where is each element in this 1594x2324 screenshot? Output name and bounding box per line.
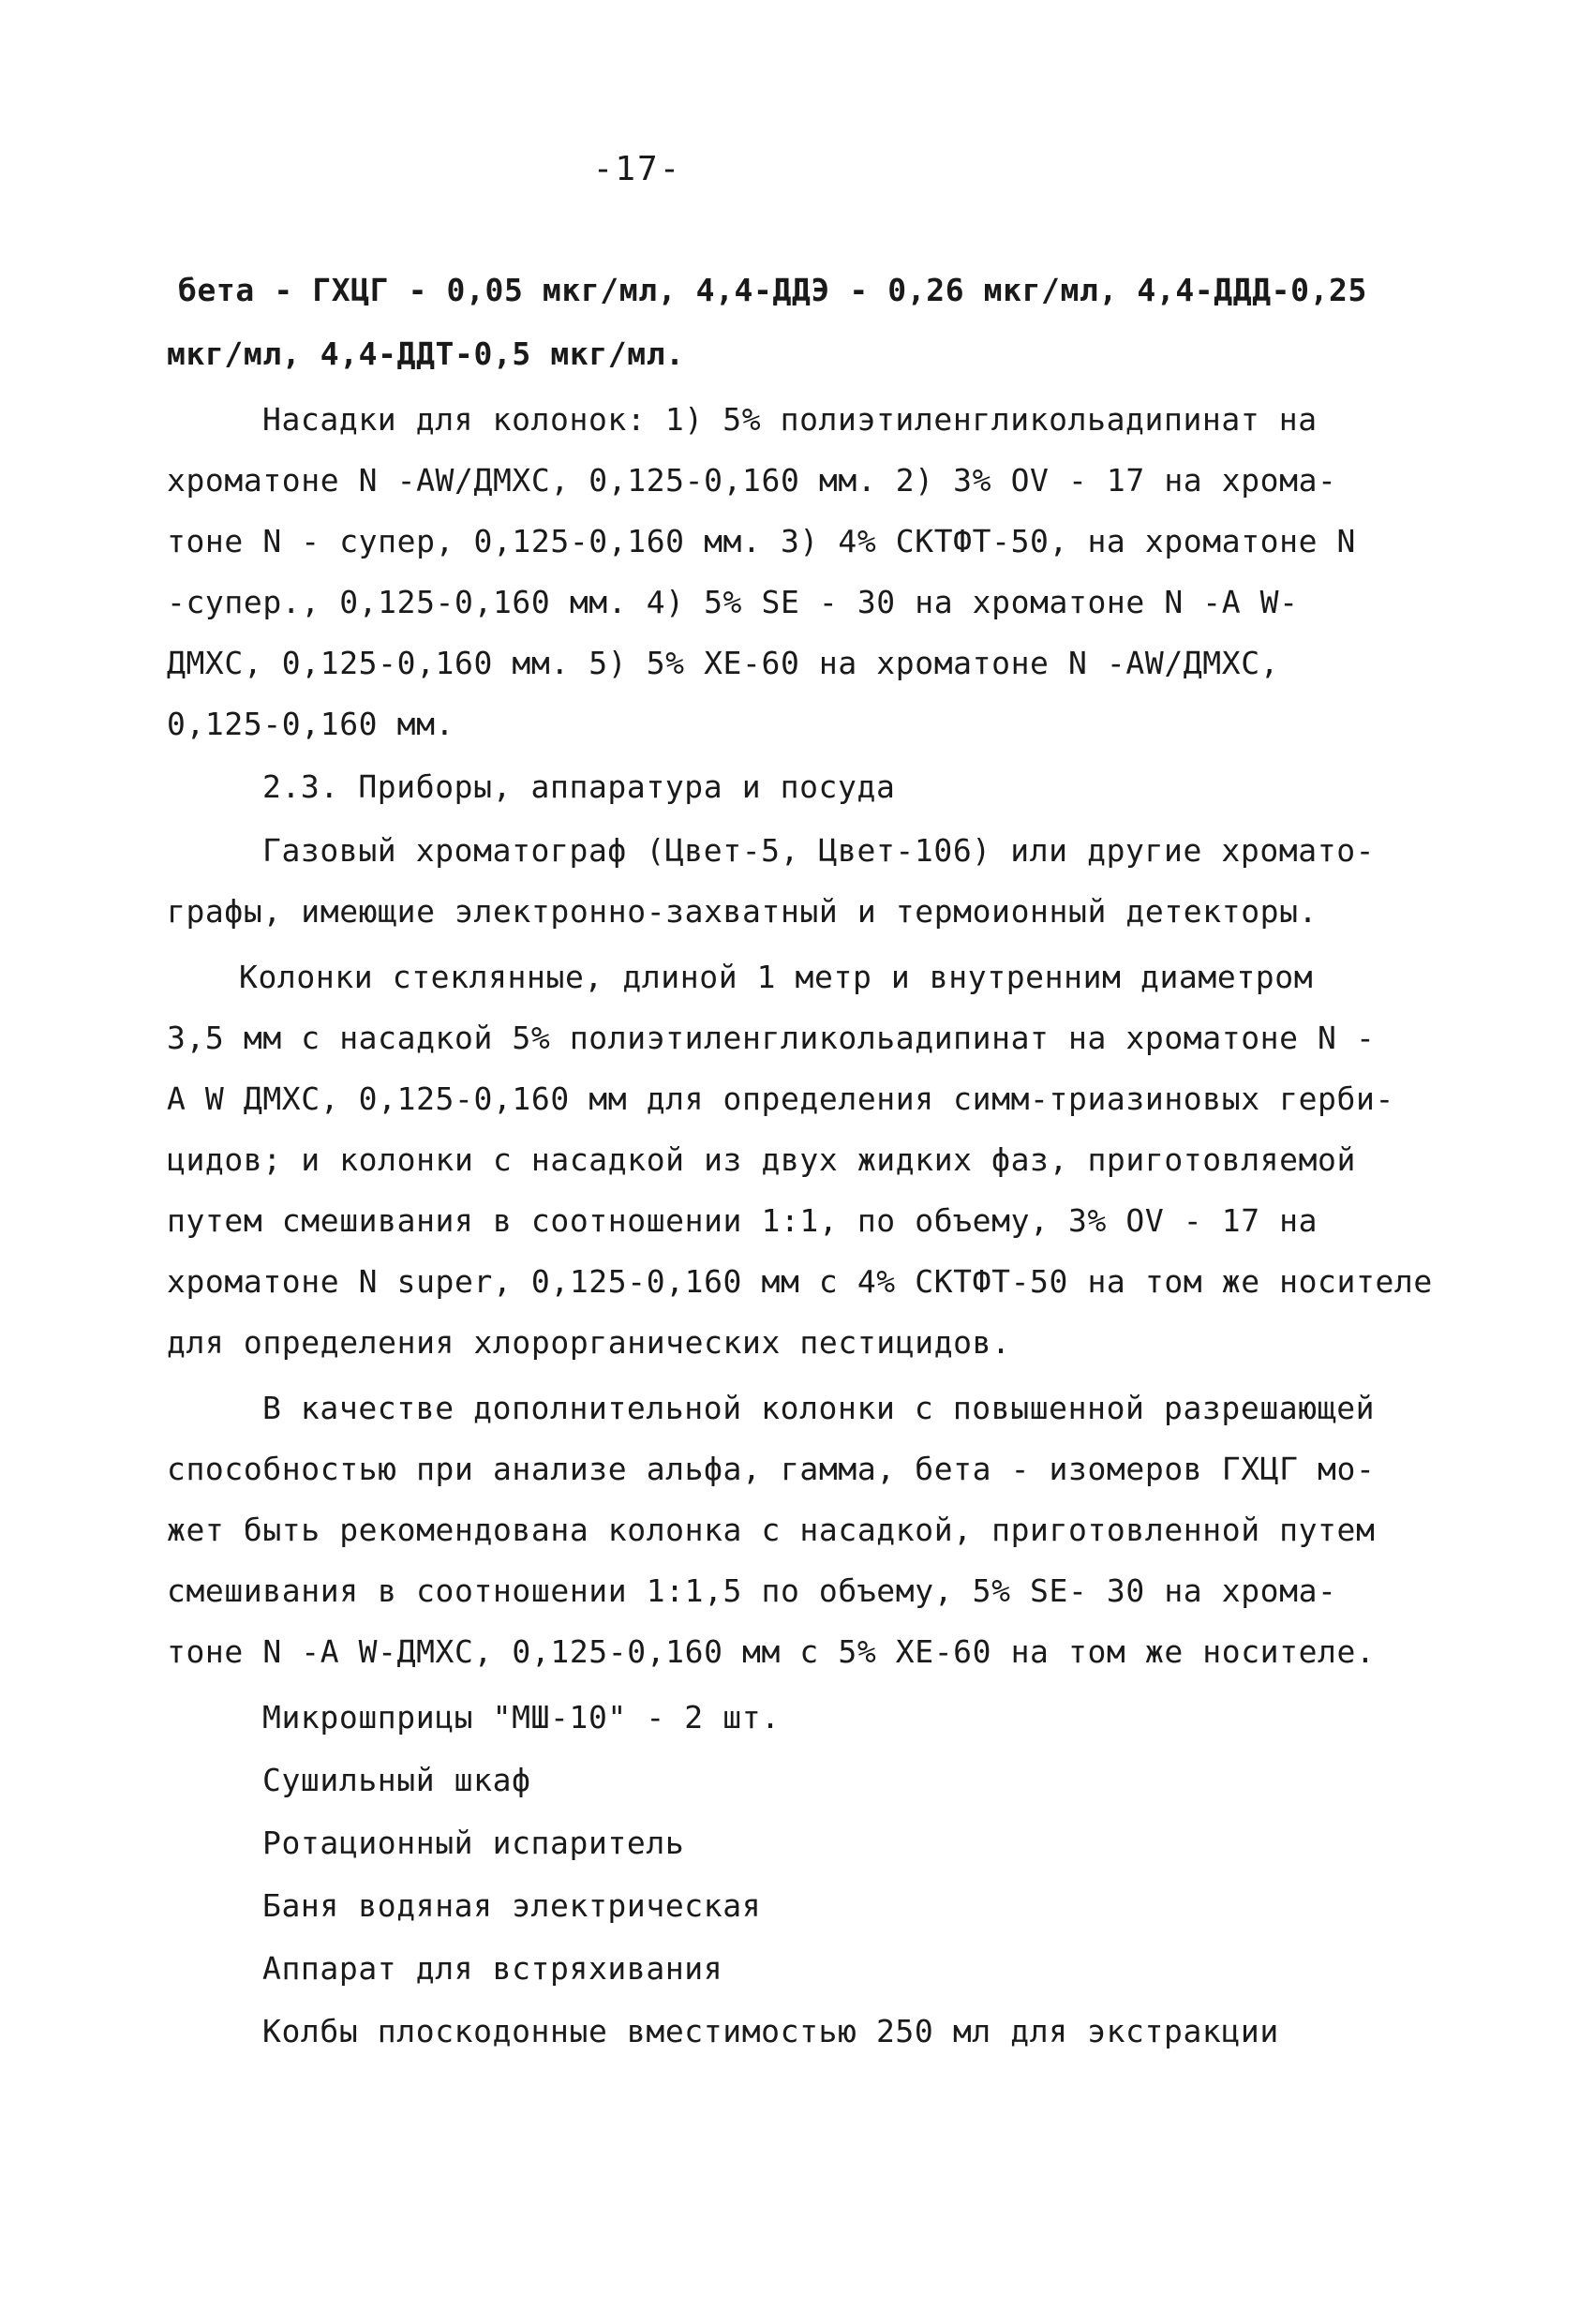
text-line: 0,125-0,160 мм.: [167, 706, 455, 742]
text-line: цидов; и колонки с насадкой из двух жидких фаз, приготовляемой: [167, 1141, 1356, 1178]
list-item: Баня водяная электрическая: [262, 1887, 762, 1924]
text-line: Колонки стеклянные, длиной 1 метр и внутренним диаметром: [239, 959, 1314, 995]
text-line: тоне N - супер, 0,125-0,160 мм. 3) 4% СКТФТ-50, на хроматоне N: [167, 523, 1356, 559]
text-line: графы, имеющие электронно-захватный и термоионный детекторы.: [167, 893, 1318, 930]
text-line: Насадки для колонок: 1) 5% полиэтиленгликольадипинат на: [262, 401, 1318, 438]
text-line: жет быть рекомендована колонка с насадкой, приготовленной путем: [167, 1512, 1376, 1548]
text-line: тоне N -A W-ДМХС, 0,125-0,160 мм с 5% ХЕ-60 на том же носителе.: [167, 1633, 1376, 1670]
text-line: ДМХС, 0,125-0,160 мм. 5) 5% ХЕ-60 на хроматоне N -AW/ДМХС,: [167, 645, 1280, 681]
text-line: A W ДМХС, 0,125-0,160 мм для определения симм-триазиновых герби-: [167, 1080, 1394, 1117]
text-line: бета - ГХЦГ - 0,05 мкг/мл, 4,4-ДДЭ - 0,26 мкг/мл, 4,4-ДДД-0,25: [178, 272, 1367, 308]
text-line: хроматоне N -AW/ДМХС, 0,125-0,160 мм. 2) 3% OV - 17 на хрома-: [167, 462, 1337, 499]
text-line: способностью при анализе альфа, гамма, бета - изомеров ГХЦГ мо-: [167, 1451, 1376, 1487]
text-line: мкг/мл, 4,4-ДДТ-0,5 мкг/мл.: [167, 335, 685, 372]
text-line: 3,5 мм с насадкой 5% полиэтиленгликольадипинат на хроматоне N -: [167, 1020, 1376, 1056]
text-line: -супер., 0,125-0,160 мм. 4) 5% SE - 30 на хроматоне N -A W-: [167, 584, 1299, 620]
text-line: для определения хлорорганических пестицидов.: [167, 1324, 1011, 1361]
text-line: В качестве дополнительной колонки с повышенной разрешающей: [262, 1390, 1376, 1426]
text-line: хроматоне N super, 0,125-0,160 мм с 4% СКТФТ-50 на том же носителе: [167, 1263, 1433, 1300]
list-item: Ротационный испаритель: [262, 1825, 685, 1861]
text-line: Газовый хроматограф (Цвет-5, Цвет-106) или другие хромато-: [262, 832, 1376, 869]
list-item: Микрошприцы "МШ-10" - 2 шт.: [262, 1699, 781, 1736]
text-line: смешивания в соотношении 1:1,5 по объему, 5% SE- 30 на хрома-: [167, 1572, 1337, 1609]
list-item: Колбы плоскодонные вместимостью 250 мл для экстракции: [262, 2013, 1279, 2049]
text-line: путем смешивания в соотношении 1:1, по объему, 3% OV - 17 на: [167, 1202, 1318, 1239]
list-item: Сушильный шкаф: [262, 1762, 531, 1798]
list-item: Аппарат для встряхивания: [262, 1950, 723, 1987]
page-number: -17-: [592, 150, 682, 188]
section-heading: 2.3. Приборы, аппаратура и посуда: [262, 768, 896, 805]
